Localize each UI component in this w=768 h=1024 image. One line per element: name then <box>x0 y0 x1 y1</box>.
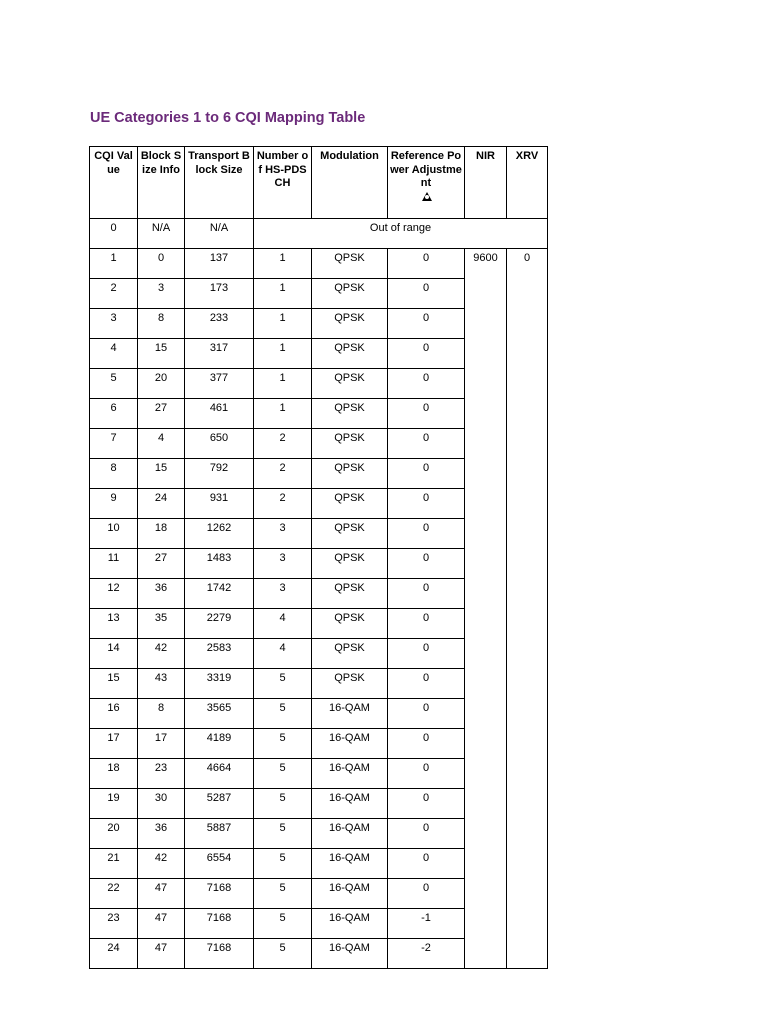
header-xrv: XRV <box>507 147 548 219</box>
cell-nir: 9600 <box>465 249 507 969</box>
cell-cqi-value: 7 <box>90 429 138 459</box>
cell-modulation: QPSK <box>312 519 388 549</box>
cell-block-size-info: 8 <box>138 309 185 339</box>
cell-modulation: QPSK <box>312 429 388 459</box>
cell-cqi-value: 21 <box>90 849 138 879</box>
cell-number-of-hs-pdsch: 3 <box>254 519 312 549</box>
cell-block-size-info: 36 <box>138 819 185 849</box>
cell-number-of-hs-pdsch: 2 <box>254 459 312 489</box>
cell-number-of-hs-pdsch: 5 <box>254 789 312 819</box>
cell-modulation: QPSK <box>312 579 388 609</box>
cell-block-size-info: 43 <box>138 669 185 699</box>
cell-transport-block-size: 137 <box>185 249 254 279</box>
cell-modulation: QPSK <box>312 459 388 489</box>
cell-number-of-hs-pdsch: 5 <box>254 759 312 789</box>
cell-reference-power-adjustment: 0 <box>388 369 465 399</box>
cell-block-size-info: 27 <box>138 399 185 429</box>
cell-cqi-value: 0 <box>90 219 138 249</box>
cell-block-size-info: 47 <box>138 939 185 969</box>
cell-transport-block-size: 6554 <box>185 849 254 879</box>
cell-cqi-value: 15 <box>90 669 138 699</box>
cell-reference-power-adjustment: 0 <box>388 429 465 459</box>
cell-cqi-value: 24 <box>90 939 138 969</box>
cell-transport-block-size: 377 <box>185 369 254 399</box>
cell-modulation: 16-QAM <box>312 699 388 729</box>
cell-cqi-value: 8 <box>90 459 138 489</box>
cell-cqi-value: 23 <box>90 909 138 939</box>
cell-modulation: 16-QAM <box>312 759 388 789</box>
cell-block-size-info: N/A <box>138 219 185 249</box>
header-number-of-hs-pdsch: Number of HS-PDSCH <box>254 147 312 219</box>
cell-block-size-info: 15 <box>138 339 185 369</box>
header-reference-power-adjustment: Reference Power Adjustment <box>388 147 465 219</box>
cell-reference-power-adjustment: 0 <box>388 459 465 489</box>
cell-reference-power-adjustment: 0 <box>388 789 465 819</box>
cell-modulation: QPSK <box>312 399 388 429</box>
cell-transport-block-size: N/A <box>185 219 254 249</box>
cell-transport-block-size: 650 <box>185 429 254 459</box>
header-block-size-info: Block Size Info <box>138 147 185 219</box>
cell-reference-power-adjustment: 0 <box>388 729 465 759</box>
cell-transport-block-size: 5287 <box>185 789 254 819</box>
cell-number-of-hs-pdsch: 5 <box>254 669 312 699</box>
cell-block-size-info: 42 <box>138 849 185 879</box>
cell-block-size-info: 3 <box>138 279 185 309</box>
cell-reference-power-adjustment: 0 <box>388 609 465 639</box>
cell-cqi-value: 12 <box>90 579 138 609</box>
cell-transport-block-size: 7168 <box>185 909 254 939</box>
cell-number-of-hs-pdsch: 5 <box>254 729 312 759</box>
cell-reference-power-adjustment: 0 <box>388 639 465 669</box>
cell-number-of-hs-pdsch: 5 <box>254 939 312 969</box>
cell-block-size-info: 23 <box>138 759 185 789</box>
cell-block-size-info: 4 <box>138 429 185 459</box>
cell-number-of-hs-pdsch: 1 <box>254 339 312 369</box>
cell-transport-block-size: 4664 <box>185 759 254 789</box>
cell-modulation: 16-QAM <box>312 909 388 939</box>
cell-number-of-hs-pdsch: 4 <box>254 609 312 639</box>
cell-reference-power-adjustment: 0 <box>388 849 465 879</box>
cell-cqi-value: 20 <box>90 819 138 849</box>
cell-cqi-value: 13 <box>90 609 138 639</box>
cell-modulation: 16-QAM <box>312 939 388 969</box>
cell-block-size-info: 42 <box>138 639 185 669</box>
cell-number-of-hs-pdsch: 3 <box>254 549 312 579</box>
cell-transport-block-size: 317 <box>185 339 254 369</box>
cell-modulation: 16-QAM <box>312 879 388 909</box>
cell-cqi-value: 4 <box>90 339 138 369</box>
cell-cqi-value: 19 <box>90 789 138 819</box>
header-modulation: Modulation <box>312 147 388 219</box>
cell-reference-power-adjustment: 0 <box>388 819 465 849</box>
cell-modulation: QPSK <box>312 369 388 399</box>
cell-cqi-value: 11 <box>90 549 138 579</box>
cell-transport-block-size: 2279 <box>185 609 254 639</box>
cell-cqi-value: 5 <box>90 369 138 399</box>
cell-xrv: 0 <box>507 249 548 969</box>
cell-number-of-hs-pdsch: 5 <box>254 879 312 909</box>
header-row <box>90 147 548 219</box>
cqi-mapping-table <box>89 146 548 969</box>
cell-number-of-hs-pdsch: 1 <box>254 399 312 429</box>
cell-transport-block-size: 792 <box>185 459 254 489</box>
cell-transport-block-size: 173 <box>185 279 254 309</box>
cell-transport-block-size: 1483 <box>185 549 254 579</box>
cell-cqi-value: 9 <box>90 489 138 519</box>
cell-modulation: QPSK <box>312 549 388 579</box>
cell-number-of-hs-pdsch: 5 <box>254 699 312 729</box>
cell-reference-power-adjustment: 0 <box>388 339 465 369</box>
cell-transport-block-size: 931 <box>185 489 254 519</box>
cell-block-size-info: 15 <box>138 459 185 489</box>
warning-triangle-icon <box>422 192 432 201</box>
cell-transport-block-size: 7168 <box>185 879 254 909</box>
cell-modulation: QPSK <box>312 609 388 639</box>
cell-transport-block-size: 7168 <box>185 939 254 969</box>
cell-block-size-info: 8 <box>138 699 185 729</box>
cell-block-size-info: 0 <box>138 249 185 279</box>
cell-reference-power-adjustment: 0 <box>388 279 465 309</box>
cell-modulation: QPSK <box>312 669 388 699</box>
cell-reference-power-adjustment: 0 <box>388 879 465 909</box>
cell-cqi-value: 6 <box>90 399 138 429</box>
cell-block-size-info: 35 <box>138 609 185 639</box>
cell-block-size-info: 18 <box>138 519 185 549</box>
header-transport-block-size: Transport Block Size <box>185 147 254 219</box>
cell-reference-power-adjustment: -1 <box>388 909 465 939</box>
cell-modulation: QPSK <box>312 279 388 309</box>
cell-transport-block-size: 5887 <box>185 819 254 849</box>
table-row <box>90 249 548 279</box>
cell-reference-power-adjustment: 0 <box>388 549 465 579</box>
cell-cqi-value: 2 <box>90 279 138 309</box>
cell-number-of-hs-pdsch: 2 <box>254 429 312 459</box>
cell-cqi-value: 22 <box>90 879 138 909</box>
cell-modulation: 16-QAM <box>312 849 388 879</box>
cell-reference-power-adjustment: 0 <box>388 759 465 789</box>
cell-transport-block-size: 233 <box>185 309 254 339</box>
cell-cqi-value: 17 <box>90 729 138 759</box>
cell-reference-power-adjustment: 0 <box>388 699 465 729</box>
cell-cqi-value: 16 <box>90 699 138 729</box>
cell-number-of-hs-pdsch: 5 <box>254 819 312 849</box>
cell-modulation: 16-QAM <box>312 729 388 759</box>
cell-number-of-hs-pdsch: 1 <box>254 279 312 309</box>
cell-reference-power-adjustment: 0 <box>388 399 465 429</box>
cell-out-of-range: Out of range <box>254 219 548 249</box>
cell-modulation: 16-QAM <box>312 789 388 819</box>
cell-transport-block-size: 3319 <box>185 669 254 699</box>
cell-number-of-hs-pdsch: 5 <box>254 909 312 939</box>
cell-reference-power-adjustment: 0 <box>388 669 465 699</box>
cell-cqi-value: 18 <box>90 759 138 789</box>
cell-number-of-hs-pdsch: 3 <box>254 579 312 609</box>
cell-block-size-info: 17 <box>138 729 185 759</box>
cell-modulation: 16-QAM <box>312 819 388 849</box>
cell-number-of-hs-pdsch: 1 <box>254 309 312 339</box>
cell-modulation: QPSK <box>312 639 388 669</box>
cell-transport-block-size: 1742 <box>185 579 254 609</box>
cell-modulation: QPSK <box>312 249 388 279</box>
cell-cqi-value: 3 <box>90 309 138 339</box>
cell-block-size-info: 30 <box>138 789 185 819</box>
cell-transport-block-size: 1262 <box>185 519 254 549</box>
cell-reference-power-adjustment: 0 <box>388 579 465 609</box>
cell-modulation: QPSK <box>312 309 388 339</box>
cell-transport-block-size: 461 <box>185 399 254 429</box>
cell-modulation: QPSK <box>312 489 388 519</box>
table-row <box>90 219 548 249</box>
cell-block-size-info: 36 <box>138 579 185 609</box>
cell-reference-power-adjustment: 0 <box>388 489 465 519</box>
cell-cqi-value: 1 <box>90 249 138 279</box>
cell-block-size-info: 20 <box>138 369 185 399</box>
cell-cqi-value: 14 <box>90 639 138 669</box>
cell-transport-block-size: 4189 <box>185 729 254 759</box>
cell-number-of-hs-pdsch: 2 <box>254 489 312 519</box>
cell-reference-power-adjustment: 0 <box>388 519 465 549</box>
cell-modulation: QPSK <box>312 339 388 369</box>
cell-block-size-info: 47 <box>138 879 185 909</box>
cell-transport-block-size: 3565 <box>185 699 254 729</box>
cell-reference-power-adjustment: 0 <box>388 249 465 279</box>
page-title: UE Categories 1 to 6 CQI Mapping Table <box>90 110 366 126</box>
cell-reference-power-adjustment: -2 <box>388 939 465 969</box>
header-nir: NIR <box>465 147 507 219</box>
cell-block-size-info: 27 <box>138 549 185 579</box>
header-cqi-value: CQI Value <box>90 147 138 219</box>
cell-number-of-hs-pdsch: 1 <box>254 249 312 279</box>
cell-block-size-info: 47 <box>138 909 185 939</box>
cell-block-size-info: 24 <box>138 489 185 519</box>
cell-number-of-hs-pdsch: 4 <box>254 639 312 669</box>
cell-number-of-hs-pdsch: 5 <box>254 849 312 879</box>
cell-reference-power-adjustment: 0 <box>388 309 465 339</box>
cell-cqi-value: 10 <box>90 519 138 549</box>
cell-transport-block-size: 2583 <box>185 639 254 669</box>
cell-number-of-hs-pdsch: 1 <box>254 369 312 399</box>
